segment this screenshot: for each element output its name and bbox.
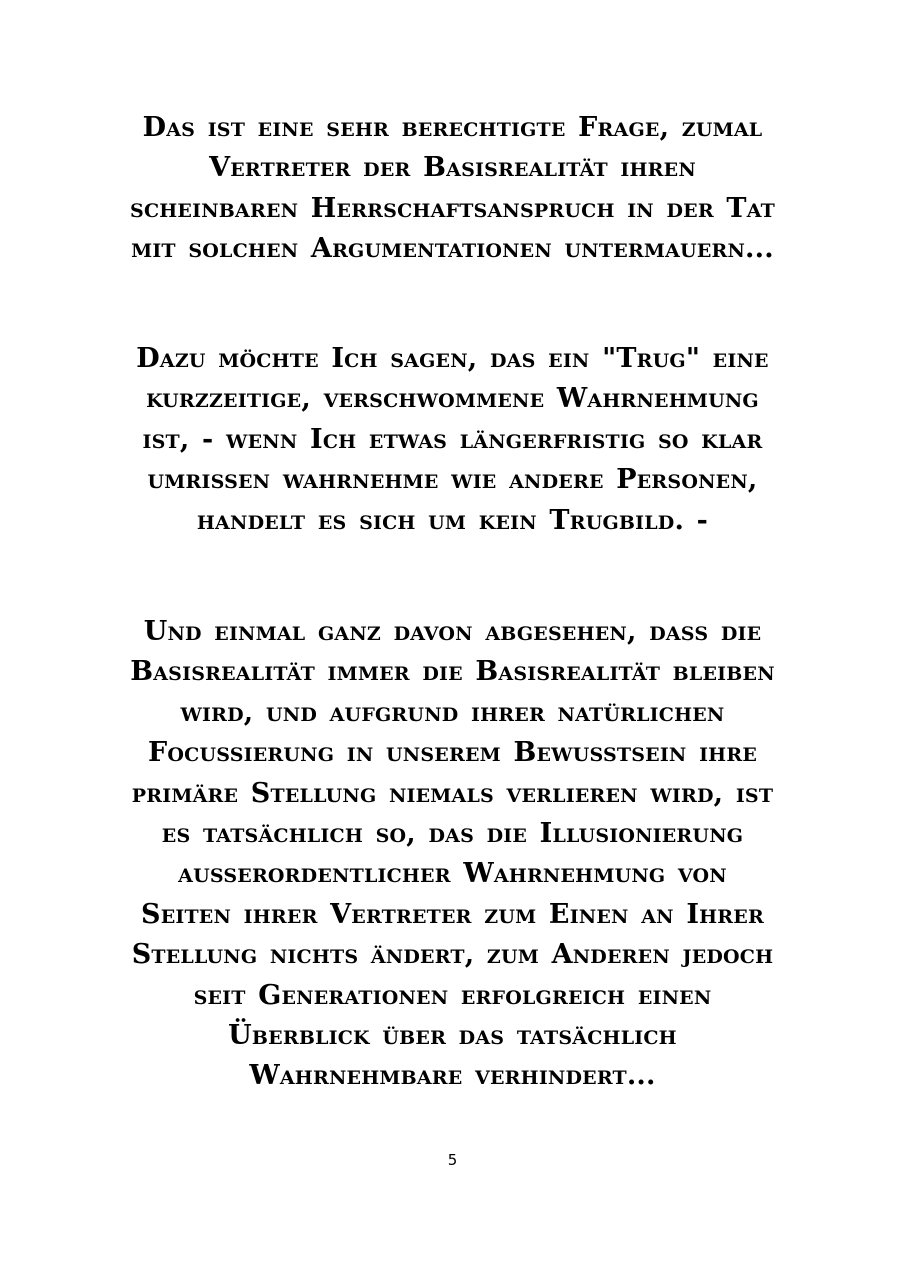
paragraph-3 bbox=[60, 612, 845, 1097]
text-line: Focussierung in unserem Bewusstsein ihre bbox=[148, 737, 757, 769]
text-line: Basisrealität immer die Basisrealität bleiben bbox=[130, 656, 775, 688]
text-line: Und einmal ganz davon abgesehen, dass die bbox=[143, 616, 762, 647]
text-line: Vertreter der Basisrealität ihren bbox=[209, 152, 696, 184]
paragraph-1 bbox=[60, 108, 845, 270]
paragraph-2 bbox=[60, 339, 845, 541]
text-line: Dazu möchte Ich sagen, das ein "Trug" eine bbox=[136, 343, 769, 374]
text-line: wird, und aufgrund ihrer natürlichen bbox=[180, 696, 725, 728]
text-line: seit Generationen erfolgreich einen bbox=[193, 979, 712, 1011]
text-line: Überblick über das tatsächlich bbox=[228, 1020, 677, 1052]
text-line: Das ist eine sehr berechtigte Frage, zumal bbox=[142, 112, 763, 143]
text-line: Wahrnehmbare verhindert... bbox=[249, 1060, 656, 1092]
text-line: umrissen wahrnehme wie andere Personen, bbox=[147, 464, 758, 496]
page-number: 5 bbox=[447, 1151, 458, 1169]
text-line: handelt es sich um kein Trugbild. - bbox=[196, 504, 709, 536]
text-line: ausserordentlicher Wahrnehmung von bbox=[178, 858, 727, 890]
text-line: mit solchen Argumentationen untermauern... bbox=[131, 233, 774, 265]
text-line: Stellung nichts ändert, zum Anderen jedoch bbox=[131, 939, 774, 971]
text-line: kurzzeitige, verschwommene Wahrnehmung bbox=[146, 383, 759, 415]
text-line: ist, - wenn Ich etwas längerfristig so klar bbox=[142, 423, 763, 455]
text-line: primäre Stellung niemals verlieren wird, ist bbox=[131, 777, 774, 809]
text-line: scheinbaren Herrschaftsanspruch in der Tat bbox=[130, 192, 775, 224]
text-line: es tatsächlich so, das die Illusionierung bbox=[161, 818, 744, 850]
text-line: Seiten ihrer Vertreter zum Einen an Ihrer bbox=[141, 898, 764, 930]
